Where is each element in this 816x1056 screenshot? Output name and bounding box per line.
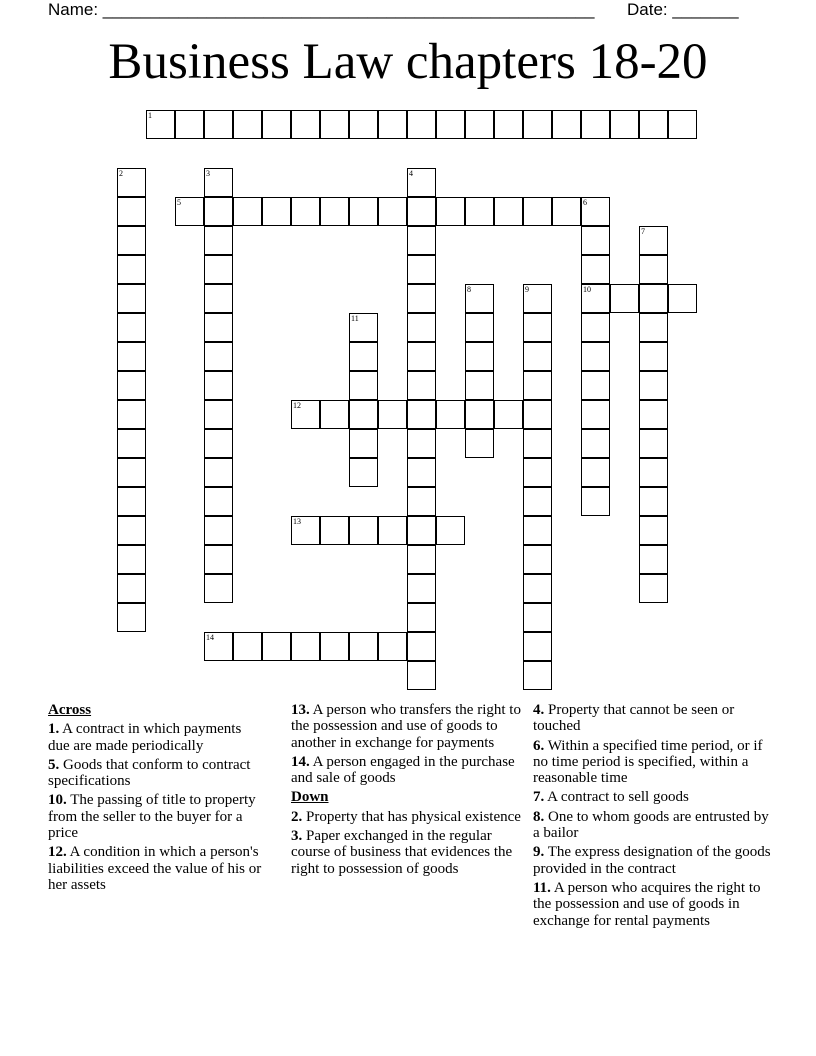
grid-cell[interactable] — [117, 574, 146, 603]
grid-cell[interactable] — [117, 371, 146, 400]
grid-cell[interactable] — [117, 400, 146, 429]
grid-cell[interactable] — [639, 110, 668, 139]
grid-cell[interactable] — [523, 400, 552, 429]
grid-cell[interactable] — [291, 110, 320, 139]
grid-cell[interactable] — [523, 110, 552, 139]
grid-cell[interactable] — [320, 400, 349, 429]
clue-number: 2 — [119, 169, 123, 178]
grid-cell[interactable] — [204, 632, 233, 661]
grid-cell[interactable] — [204, 110, 233, 139]
grid-cell[interactable] — [523, 458, 552, 487]
grid-cell[interactable] — [581, 429, 610, 458]
grid-cell[interactable] — [204, 574, 233, 603]
clue-item — [533, 809, 773, 842]
clue-number: 11 — [351, 314, 359, 323]
grid-cell[interactable] — [378, 400, 407, 429]
clue-item — [48, 757, 263, 790]
clue-number: 13 — [293, 517, 301, 526]
grid-cell[interactable] — [175, 110, 204, 139]
grid-cell[interactable] — [639, 458, 668, 487]
clue-number: 1 — [148, 111, 152, 120]
grid-cell[interactable] — [639, 545, 668, 574]
grid-cell[interactable] — [117, 197, 146, 226]
grid-cell[interactable] — [117, 168, 146, 197]
grid-cell[interactable] — [204, 429, 233, 458]
clues-column-2 — [291, 702, 521, 880]
grid-cell[interactable] — [146, 110, 175, 139]
clue-text: The passing of title to property from the seller to the buyer for a price — [48, 792, 256, 842]
grid-cell[interactable] — [581, 458, 610, 487]
grid-cell[interactable] — [407, 313, 436, 342]
grid-cell[interactable] — [204, 226, 233, 255]
grid-cell[interactable] — [581, 110, 610, 139]
grid-cell[interactable] — [581, 400, 610, 429]
grid-cell[interactable] — [465, 284, 494, 313]
grid-cell[interactable] — [117, 313, 146, 342]
clue-text: One to whom goods are entrusted by a bailor — [533, 808, 769, 842]
grid-cell[interactable] — [407, 516, 436, 545]
grid-cell[interactable] — [378, 632, 407, 661]
grid-cell[interactable] — [349, 632, 378, 661]
grid-cell[interactable] — [407, 197, 436, 226]
grid-cell[interactable] — [668, 284, 697, 313]
clue-text: Paper exchanged in the regular course of business that evidences the right to possession of goods — [291, 828, 513, 877]
grid-cell[interactable] — [465, 371, 494, 400]
grid-cell[interactable] — [204, 516, 233, 545]
clue-num: 14. — [291, 753, 310, 770]
grid-cell[interactable] — [581, 371, 610, 400]
grid-cell[interactable] — [407, 429, 436, 458]
grid-cell[interactable] — [117, 545, 146, 574]
grid-cell[interactable] — [494, 400, 523, 429]
grid-cell[interactable] — [262, 632, 291, 661]
grid-cell[interactable] — [639, 313, 668, 342]
grid-cell[interactable] — [291, 400, 320, 429]
grid-cell[interactable] — [204, 284, 233, 313]
grid-cell[interactable] — [523, 371, 552, 400]
grid-cell[interactable] — [117, 516, 146, 545]
grid-cell[interactable] — [581, 197, 610, 226]
grid-cell[interactable] — [639, 516, 668, 545]
grid-cell[interactable] — [494, 110, 523, 139]
grid-cell[interactable] — [175, 197, 204, 226]
grid-cell[interactable] — [204, 255, 233, 284]
page-title: Business Law chapters 18-20 — [108, 34, 708, 90]
grid-cell[interactable] — [407, 661, 436, 690]
grid-cell[interactable] — [233, 197, 262, 226]
clue-num: 11. — [533, 879, 551, 896]
grid-cell[interactable] — [262, 110, 291, 139]
grid-cell[interactable] — [668, 110, 697, 139]
date-field[interactable]: Date: _______ — [627, 0, 739, 19]
clue-text: A contract to sell goods — [544, 789, 689, 806]
grid-cell[interactable] — [523, 429, 552, 458]
clue-text: Goods that conform to contract specifications — [48, 756, 251, 790]
grid-cell[interactable] — [204, 313, 233, 342]
grid-cell[interactable] — [436, 197, 465, 226]
grid-cell[interactable] — [117, 342, 146, 371]
clue-num: 5. — [48, 756, 60, 773]
grid-cell[interactable] — [204, 458, 233, 487]
grid-cell[interactable] — [320, 197, 349, 226]
grid-cell[interactable] — [552, 197, 581, 226]
clue-item — [48, 844, 263, 893]
clue-text: The express designation of the goods provided in the contract — [533, 844, 771, 877]
clue-num: 9. — [533, 844, 545, 861]
grid-cell[interactable] — [436, 110, 465, 139]
grid-cell[interactable] — [320, 516, 349, 545]
clue-number: 4 — [409, 169, 413, 178]
grid-cell[interactable] — [610, 284, 639, 313]
grid-cell[interactable] — [523, 342, 552, 371]
clue-num: 3. — [291, 828, 303, 845]
grid-cell[interactable] — [349, 110, 378, 139]
grid-cell[interactable] — [349, 516, 378, 545]
grid-cell[interactable] — [407, 168, 436, 197]
grid-cell[interactable] — [378, 110, 407, 139]
grid-cell[interactable] — [378, 516, 407, 545]
grid-cell[interactable] — [320, 110, 349, 139]
grid-cell[interactable] — [407, 574, 436, 603]
clue-text: A person engaged in the purchase and sale of goods — [291, 753, 515, 787]
grid-cell[interactable] — [465, 429, 494, 458]
clue-num: 6. — [533, 737, 545, 754]
grid-cell[interactable] — [117, 458, 146, 487]
clue-number: 8 — [467, 285, 471, 294]
grid-cell[interactable] — [407, 487, 436, 516]
grid-cell[interactable] — [262, 197, 291, 226]
clue-number: 14 — [206, 633, 214, 642]
clue-item — [291, 828, 521, 877]
grid-cell[interactable] — [204, 197, 233, 226]
clue-text: A person who acquires the right to the possession and use of goods in exchange for rental payments — [533, 879, 761, 929]
grid-cell[interactable] — [233, 632, 262, 661]
grid-cell[interactable] — [436, 516, 465, 545]
grid-cell[interactable] — [465, 110, 494, 139]
clue-number: 5 — [177, 198, 181, 207]
clue-number: 7 — [641, 227, 645, 236]
clue-item — [533, 844, 773, 877]
grid-cell[interactable] — [639, 284, 668, 313]
grid-cell[interactable] — [204, 487, 233, 516]
grid-cell[interactable] — [378, 197, 407, 226]
grid-cell[interactable] — [639, 226, 668, 255]
grid-cell[interactable] — [320, 632, 349, 661]
grid-cell[interactable] — [639, 371, 668, 400]
clue-num: 1. — [48, 721, 60, 738]
grid-cell[interactable] — [349, 342, 378, 371]
clues-column-3 — [533, 702, 773, 932]
clue-num: 12. — [48, 844, 67, 861]
grid-cell[interactable] — [291, 197, 320, 226]
clue-item — [48, 792, 263, 841]
clue-num: 4. — [533, 702, 545, 718]
grid-cell[interactable] — [233, 110, 262, 139]
grid-cell[interactable] — [465, 400, 494, 429]
grid-cell[interactable] — [117, 487, 146, 516]
grid-cell[interactable] — [581, 342, 610, 371]
grid-cell[interactable] — [523, 313, 552, 342]
grid-cell[interactable] — [407, 458, 436, 487]
grid-cell[interactable] — [407, 342, 436, 371]
grid-cell[interactable] — [407, 255, 436, 284]
grid-cell[interactable] — [204, 342, 233, 371]
clue-number: 10 — [583, 285, 591, 294]
clue-number: 6 — [583, 198, 587, 207]
grid-cell[interactable] — [436, 400, 465, 429]
grid-cell[interactable] — [407, 400, 436, 429]
grid-cell[interactable] — [523, 284, 552, 313]
clue-text: Property that has physical existence — [302, 808, 521, 825]
clue-num: 10. — [48, 792, 67, 809]
clue-item — [533, 789, 773, 805]
grid-cell[interactable] — [291, 632, 320, 661]
grid-cell[interactable] — [407, 110, 436, 139]
grid-cell[interactable] — [465, 342, 494, 371]
down-heading: Down — [291, 789, 329, 806]
clue-num: 13. — [291, 702, 310, 718]
grid-cell[interactable] — [639, 429, 668, 458]
grid-cell[interactable] — [610, 110, 639, 139]
grid-cell[interactable] — [639, 342, 668, 371]
grid-cell[interactable] — [349, 400, 378, 429]
grid-cell[interactable] — [204, 371, 233, 400]
grid-cell[interactable] — [117, 603, 146, 632]
clue-text: A condition in which a person's liabilities exceed the value of his or her assets — [48, 844, 262, 893]
grid-cell[interactable] — [407, 226, 436, 255]
grid-cell[interactable] — [407, 545, 436, 574]
grid-cell[interactable] — [523, 603, 552, 632]
clue-item — [533, 702, 773, 735]
grid-cell[interactable] — [349, 197, 378, 226]
grid-cell[interactable] — [581, 284, 610, 313]
grid-cell[interactable] — [349, 458, 378, 487]
clue-text: Property that cannot be seen or touched — [533, 702, 735, 735]
clue-text: A contract in which payments due are made periodically — [48, 721, 242, 754]
grid-cell[interactable] — [465, 313, 494, 342]
grid-cell[interactable] — [523, 516, 552, 545]
grid-cell[interactable] — [117, 255, 146, 284]
clue-item — [291, 754, 521, 787]
clue-number: 3 — [206, 169, 210, 178]
grid-cell[interactable] — [465, 197, 494, 226]
clue-num: 8. — [533, 808, 545, 825]
grid-cell[interactable] — [407, 371, 436, 400]
grid-cell[interactable] — [581, 226, 610, 255]
clue-num: 7. — [533, 789, 545, 806]
grid-cell[interactable] — [639, 255, 668, 284]
clue-number: 12 — [293, 401, 301, 410]
grid-cell[interactable] — [523, 632, 552, 661]
grid-cell[interactable] — [523, 487, 552, 516]
clue-number: 9 — [525, 285, 529, 294]
grid-cell[interactable] — [407, 284, 436, 313]
name-field[interactable]: Name: ____________________________________________________ — [48, 0, 595, 19]
grid-cell[interactable] — [552, 110, 581, 139]
clue-item — [291, 809, 521, 825]
grid-cell[interactable] — [523, 661, 552, 690]
grid-cell[interactable] — [523, 545, 552, 574]
grid-cell[interactable] — [117, 284, 146, 313]
grid-cell[interactable] — [581, 255, 610, 284]
grid-cell[interactable] — [523, 574, 552, 603]
grid-cell[interactable] — [523, 197, 552, 226]
grid-cell[interactable] — [204, 545, 233, 574]
grid-cell[interactable] — [407, 632, 436, 661]
clue-num: 2. — [291, 808, 303, 825]
grid-cell[interactable] — [407, 603, 436, 632]
clue-item — [48, 721, 263, 754]
grid-cell[interactable] — [639, 487, 668, 516]
clue-item — [533, 738, 773, 787]
grid-cell[interactable] — [204, 168, 233, 197]
grid-cell[interactable] — [639, 400, 668, 429]
grid-cell[interactable] — [581, 487, 610, 516]
clue-item — [533, 880, 773, 929]
grid-cell[interactable] — [349, 429, 378, 458]
clue-text: Within a specified time period, or if no time period is specified, within a reasonable time — [533, 737, 763, 787]
grid-cell[interactable] — [581, 313, 610, 342]
across-heading: Across — [48, 702, 92, 718]
grid-cell[interactable] — [291, 516, 320, 545]
grid-cell[interactable] — [349, 313, 378, 342]
clues-column-1 — [48, 702, 263, 896]
grid-cell[interactable] — [349, 371, 378, 400]
grid-cell[interactable] — [204, 400, 233, 429]
grid-cell[interactable] — [117, 226, 146, 255]
grid-cell[interactable] — [117, 429, 146, 458]
clue-item — [291, 702, 521, 751]
grid-cell[interactable] — [494, 197, 523, 226]
clue-text: A person who transfers the right to the possession and use of goods to another in exchange for payments — [291, 702, 521, 751]
grid-cell[interactable] — [639, 574, 668, 603]
